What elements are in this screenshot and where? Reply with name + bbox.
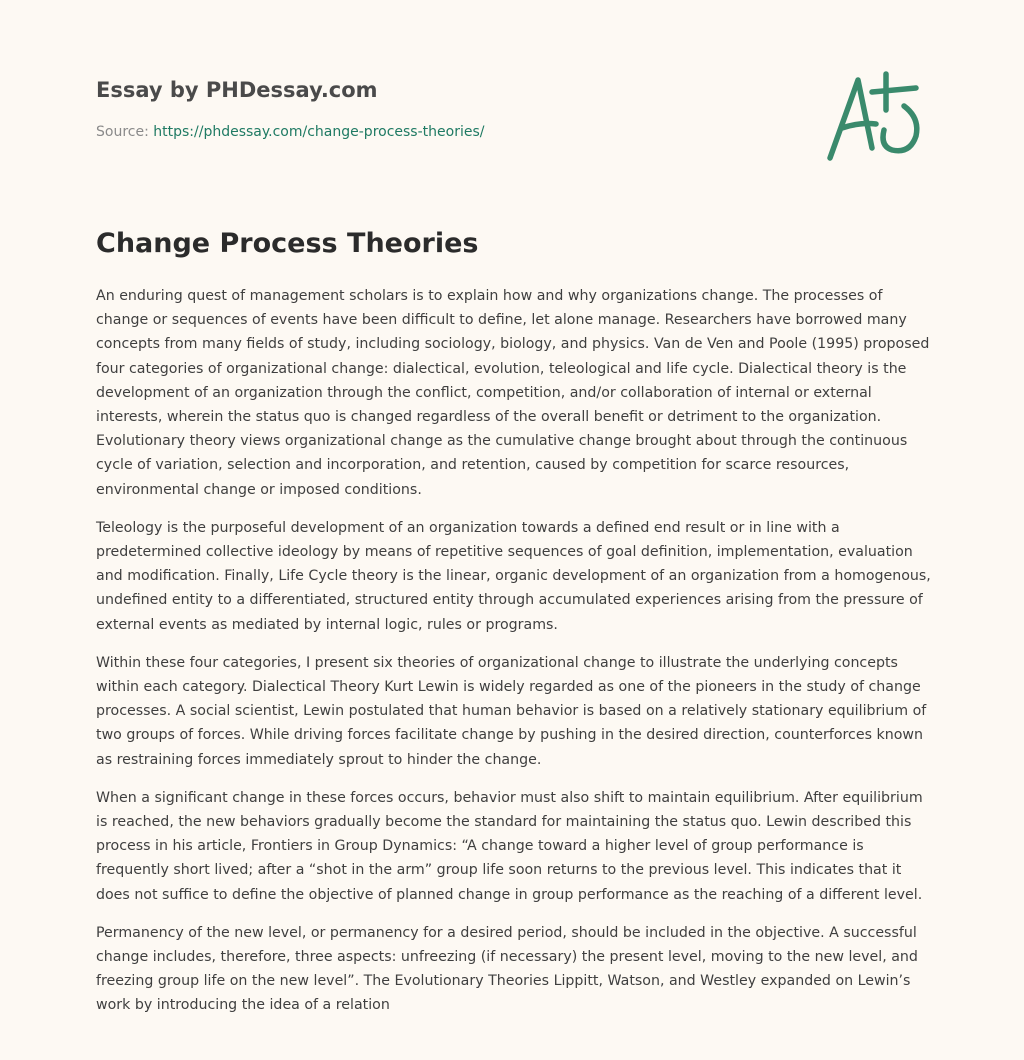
article-paragraph: An enduring quest of management scholars is to explain how and why organizations change. The processes of change or sequences of events have been difficult to define, let alone manage. Researchers have borrowed many concepts from many fields of study, including sociology, biology, and physics. Van de Ven and Poole (1995) proposed four categories of organizational change: dialectical, evolution, teleological and life cycle. Dialectical theory is the development of an organization through the conflict, competition, and/or collaboration of internal or external interests, wherein the status quo is changed regardless of the overall benefit or detriment to the organization. Evolutionary theory views organizational change as the cumulative change brought about through the continuous cycle of variation, selection and incorporation, and retention, caused by competition for scarce resources, environmental change or imposed conditions.	[96, 288, 930, 498]
site-title: Essay by PHDessay.com	[96, 78, 378, 102]
page-header	[96, 76, 796, 142]
article-paragraph: Permanency of the new level, or permanency for a desired period, should be included in the objective. A successful change includes, therefore, three aspects: unfreezing (if necessary) the present level, moving to the new level, and freezing group life on the new level”. The Evolutionary Theories Lippitt, Watson, and Westley expanded on Lewin’s work by introducing the idea of a relation	[96, 924, 918, 1014]
article-body	[96, 284, 932, 1032]
a-plus-logo-icon	[820, 66, 930, 166]
source-link[interactable]: https://phdessay.com/change-process-theories/	[153, 124, 485, 140]
article-title: Change Process Theories	[96, 228, 479, 259]
source-label: Source:	[96, 124, 154, 140]
article-paragraph: Teleology is the purposeful development of an organization towards a defined end result or in line with a predetermined collective ideology by means of repetitive sequences of goal definition, implementation, evaluation and modification. Finally, Life Cycle theory is the linear, organic development of an organization from a homogenous, undefined entity to a differentiated, structured entity through accumulated experiences arising from the pressure of external events as mediated by internal logic, rules or programs.	[96, 519, 931, 633]
article-paragraph: Within these four categories, I present six theories of organizational change to illustrate the underlying concepts within each category. Dialectical Theory Kurt Lewin is widely regarded as one of the pioneers in the study of change processes. A social scientist, Lewin postulated that human behavior is based on a relatively stationary equilibrium of two groups of forces. While driving forces facilitate change by pushing in the desired direction, counterforces known as restraining forces immediately sprout to hinder the change.	[96, 654, 927, 768]
source-line	[96, 122, 796, 142]
article-paragraph: When a significant change in these forces occurs, behavior must also shift to maintain equilibrium. After equilibrium is reached, the new behaviors gradually become the standard for maintaining the status quo. Lewin described this process in his article, Frontiers in Group Dynamics: “A change toward a higher level of group performance is frequently short lived; after a “shot in the arm” group life soon returns to the previous level. This indicates that it does not suffice to define the objective of planned change in group performance as the reaching of a different level.	[96, 789, 923, 903]
